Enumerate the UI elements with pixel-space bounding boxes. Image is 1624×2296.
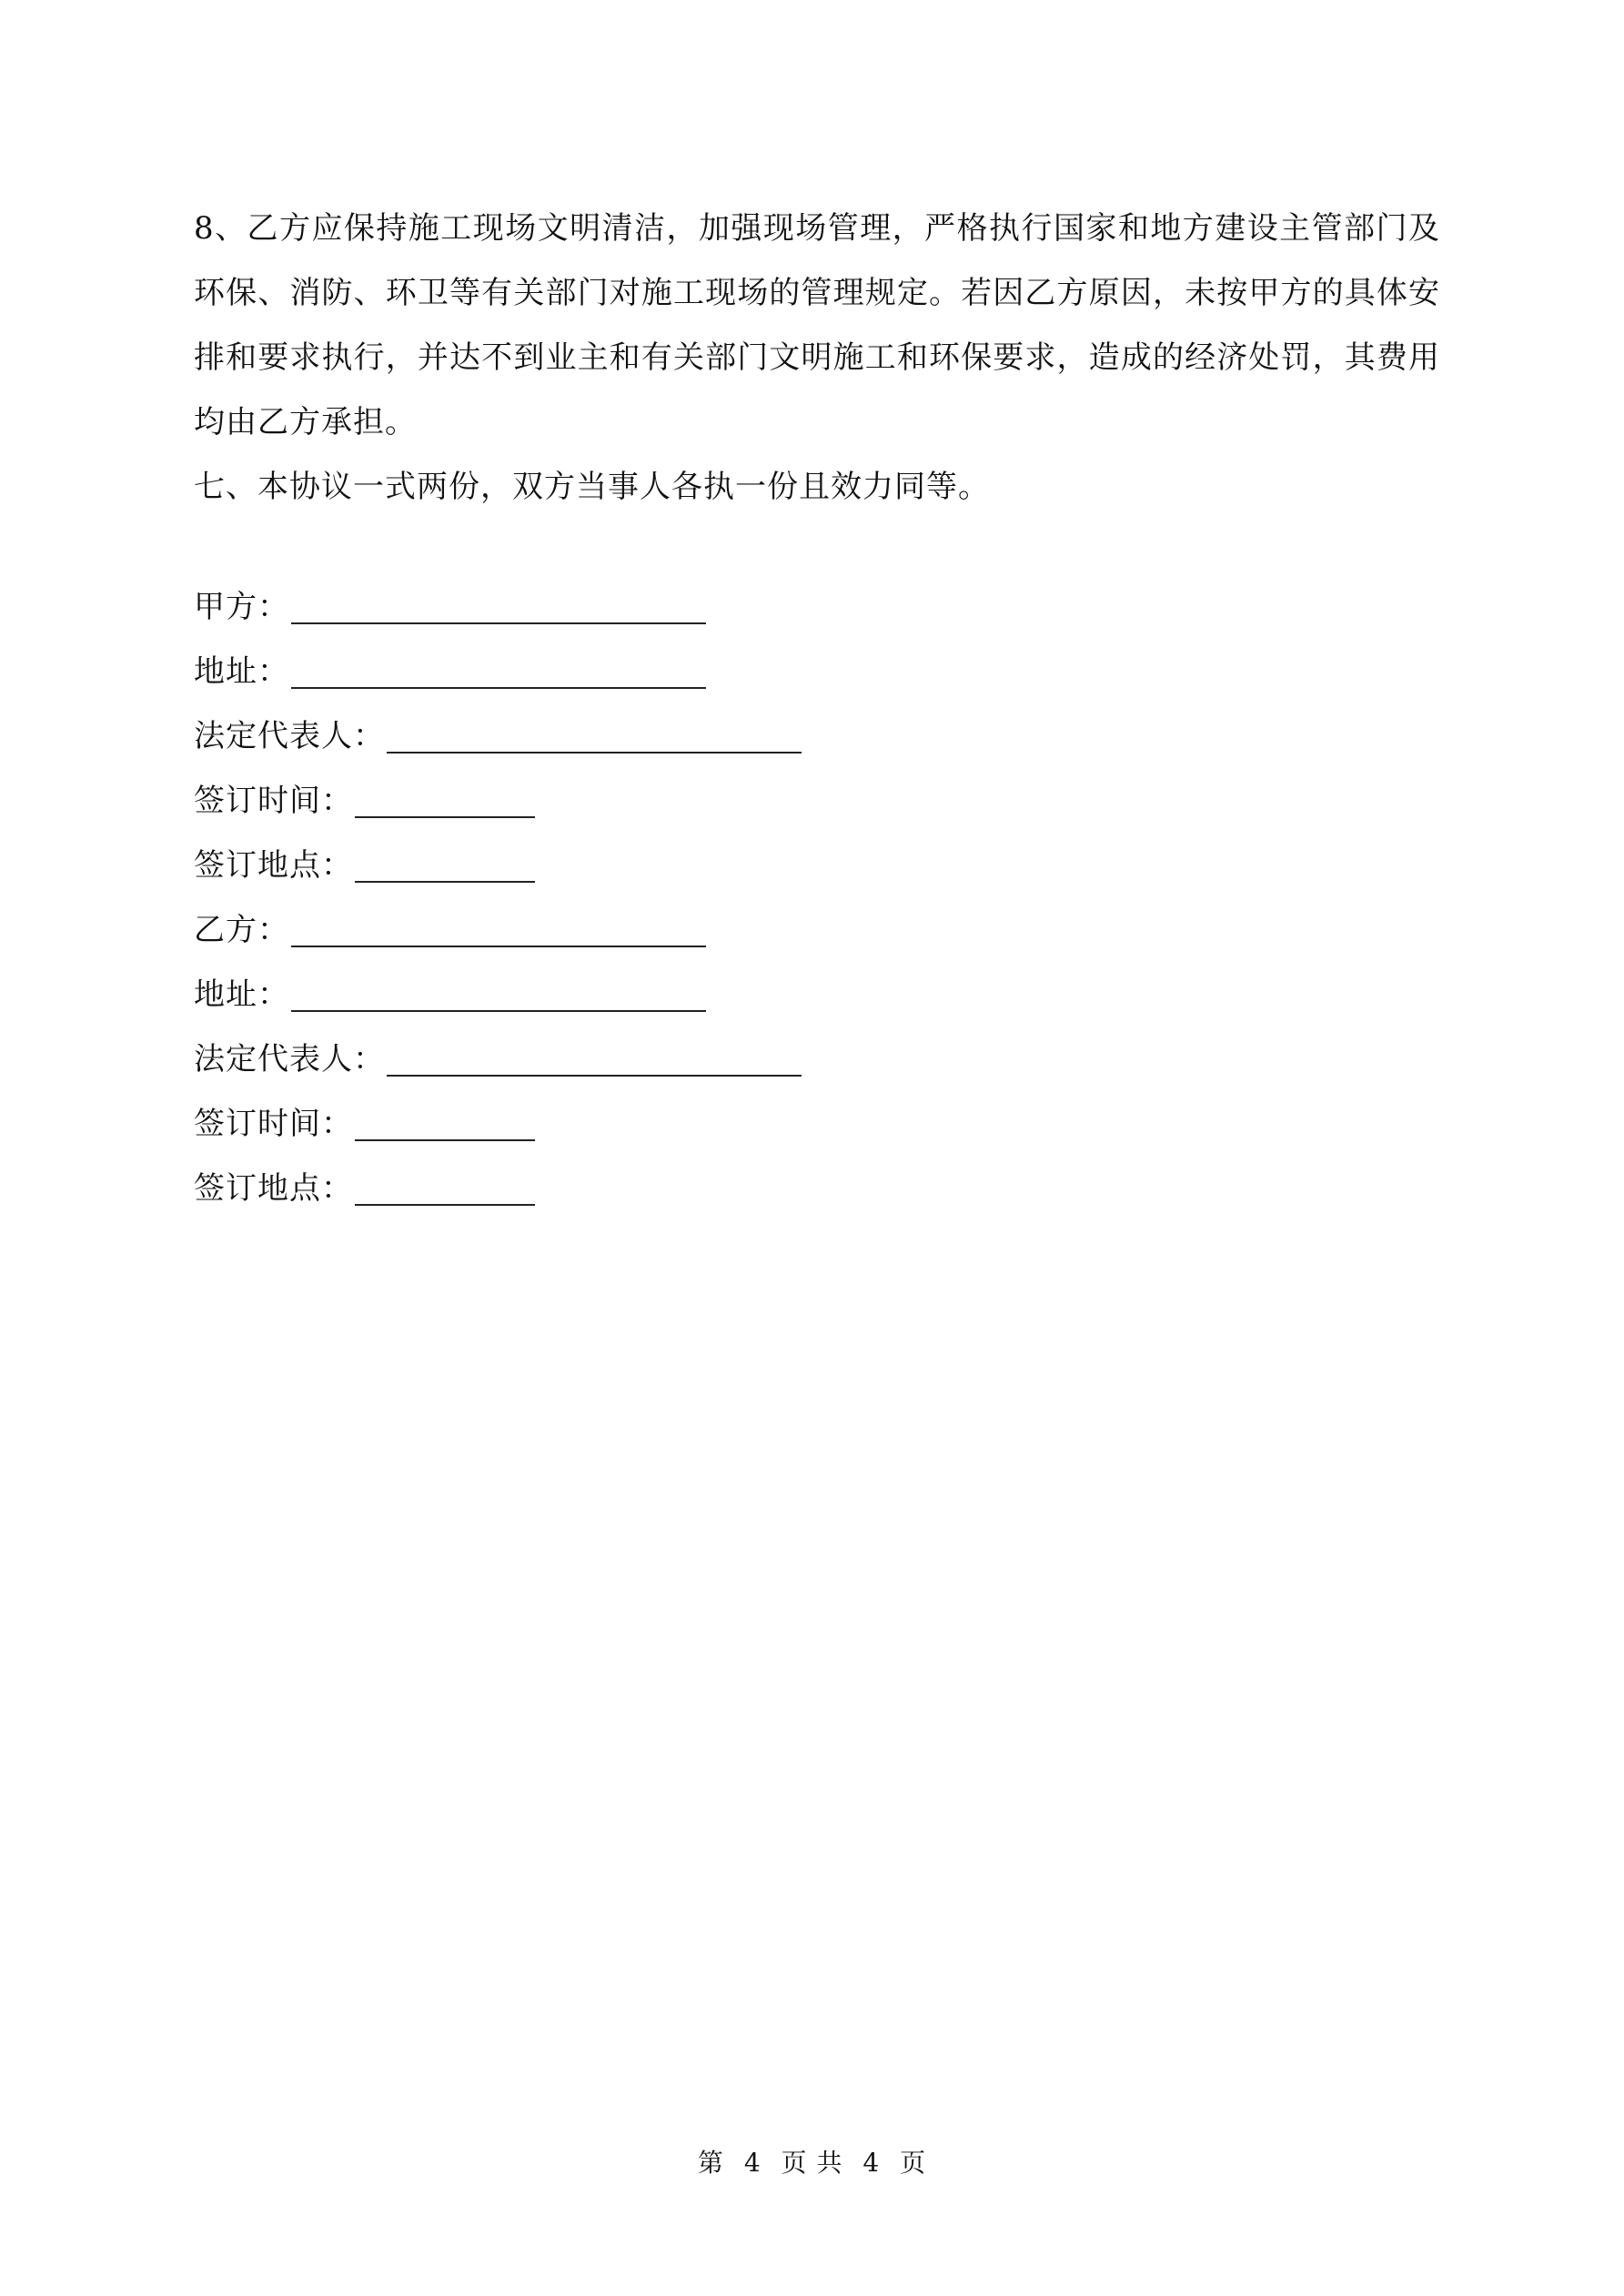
footer-mid: 页 共 xyxy=(781,2148,843,2178)
party-b-place-label: 签订地点： xyxy=(194,1170,353,1207)
page-footer xyxy=(0,2143,1624,2180)
party-a-address-row xyxy=(194,640,802,704)
party-a-rep-label: 法定代表人： xyxy=(194,718,385,754)
party-a-rep-row xyxy=(194,704,802,769)
party-a-place-blank[interactable] xyxy=(355,834,535,883)
party-b-rep-label: 法定代表人： xyxy=(194,1041,385,1077)
party-a-blank[interactable] xyxy=(291,575,706,624)
party-b-blank[interactable] xyxy=(291,898,706,947)
clause-8-paragraph: 8、乙方应保持施工现场文明清洁，加强现场管理，严格执行国家和地方建设主管部门及环保、消防、环卫等有关部门对施工现场的管理规定。若因乙方原因，未按甲方的具体安排和要求执行，并达不到业主和有关部门文明施工和环保要求，造成的经济处罚，其费用均由乙方承担。 xyxy=(194,210,1440,440)
party-b-place-row xyxy=(194,1157,802,1221)
footer-suffix: 页 xyxy=(900,2148,927,2178)
party-a-address-blank[interactable] xyxy=(291,640,706,689)
party-b-row xyxy=(194,898,802,963)
document-body xyxy=(194,197,1440,520)
party-b-date-label: 签订时间： xyxy=(194,1106,353,1142)
party-a-date-row xyxy=(194,769,802,834)
clause-7-paragraph: 七、本协议一式两份，双方当事人各执一份且效力同等。 xyxy=(194,469,990,505)
party-a-date-label: 签订时间： xyxy=(194,783,353,819)
footer-total-pages: 4 xyxy=(862,2148,881,2178)
party-a-label: 甲方： xyxy=(194,589,289,625)
party-b-place-blank[interactable] xyxy=(355,1157,535,1206)
party-a-address-label: 地址： xyxy=(194,653,289,690)
party-b-label: 乙方： xyxy=(194,912,289,948)
signature-block xyxy=(194,575,802,1221)
footer-prefix: 第 xyxy=(697,2148,724,2178)
party-b-rep-row xyxy=(194,1027,802,1092)
party-a-place-label: 签订地点： xyxy=(194,847,353,884)
party-a-row xyxy=(194,575,802,640)
party-a-date-blank[interactable] xyxy=(355,769,535,818)
party-b-date-row xyxy=(194,1092,802,1157)
party-b-address-blank[interactable] xyxy=(291,963,706,1012)
party-b-address-row xyxy=(194,963,802,1027)
footer-page-number: 4 xyxy=(743,2148,762,2178)
party-b-address-label: 地址： xyxy=(194,976,289,1013)
party-b-date-blank[interactable] xyxy=(355,1092,535,1141)
party-a-rep-blank[interactable] xyxy=(387,704,802,754)
party-a-place-row xyxy=(194,834,802,898)
party-b-rep-blank[interactable] xyxy=(387,1027,802,1077)
